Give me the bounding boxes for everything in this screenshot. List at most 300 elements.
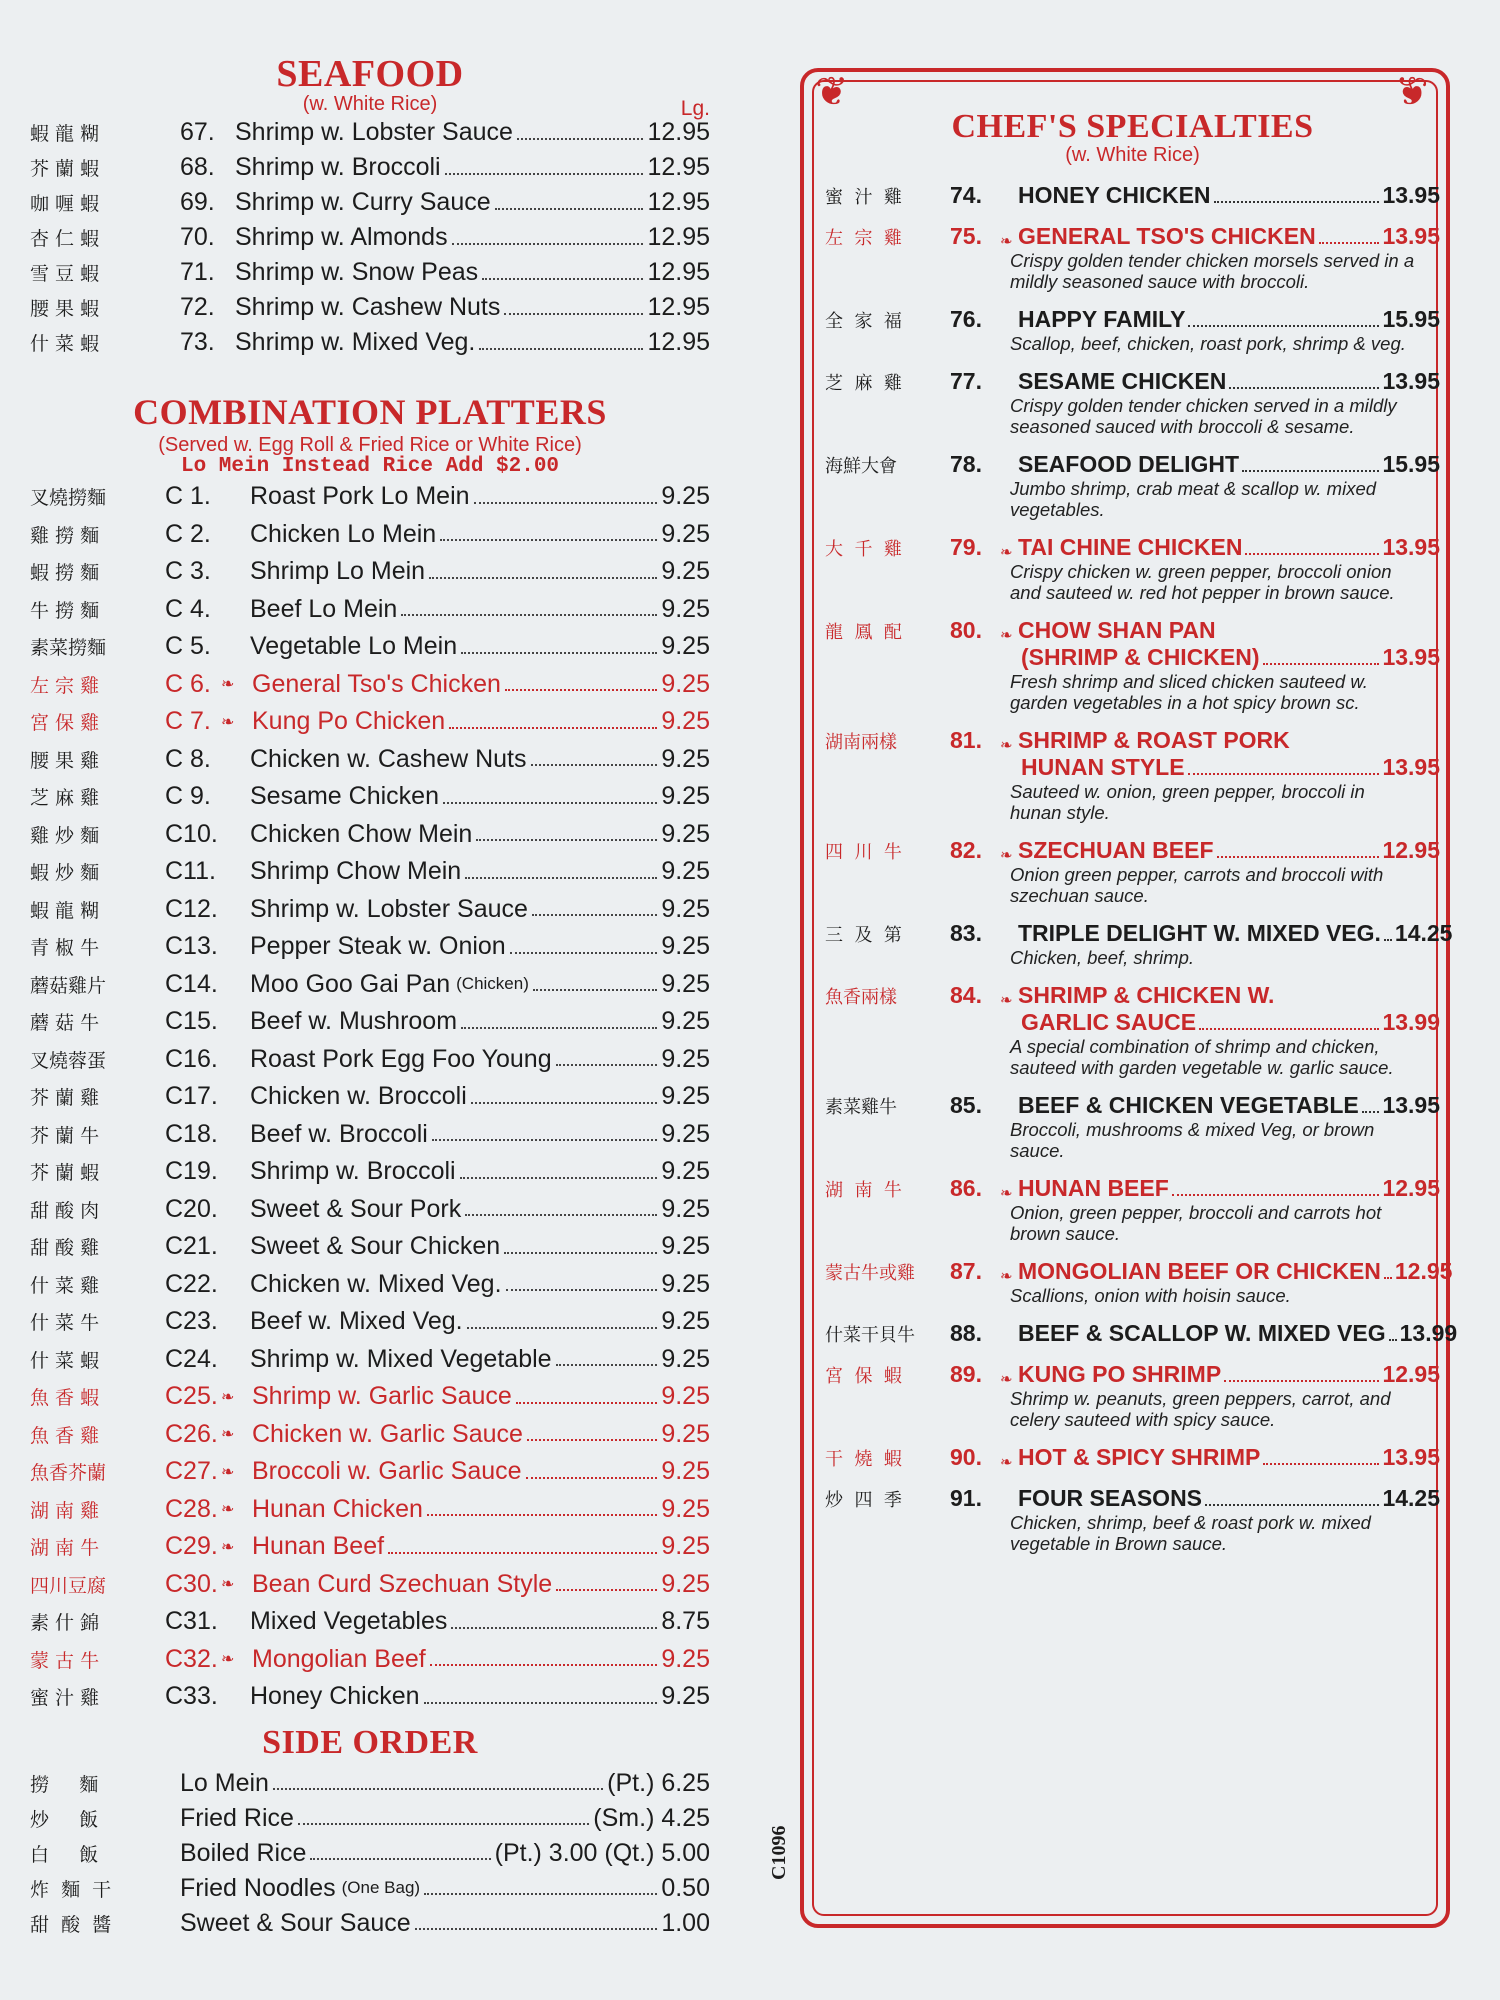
- dot-leader: [1172, 1194, 1380, 1196]
- item-price: 9.25: [661, 1044, 710, 1073]
- menu-item-row: [30, 220, 710, 255]
- chinese-name: 牛 撈 麵: [30, 599, 100, 622]
- item-price: 12.95: [1382, 1361, 1440, 1387]
- dot-leader: [516, 1402, 658, 1404]
- item-note: (Chicken): [456, 974, 529, 994]
- item-number: C 1.: [165, 482, 211, 511]
- item-name: Shrimp Chow Mein: [250, 857, 462, 886]
- item-price: 9.25: [661, 482, 710, 511]
- chef-item-head: [825, 1320, 1458, 1347]
- item-price: 12.95: [647, 293, 710, 321]
- combo-section: [30, 394, 710, 1716]
- item-name: Shrimp w. Lobster Sauce: [235, 118, 513, 146]
- seafood-section: [30, 55, 710, 360]
- item-number: 75.: [950, 223, 982, 249]
- chinese-name: 干 燒 蝦: [825, 1449, 902, 1470]
- item-number: 80.: [950, 617, 982, 643]
- menu-item-row: [30, 185, 710, 220]
- dot-leader: [556, 1364, 658, 1366]
- item-name: Shrimp w. Almonds: [235, 223, 448, 251]
- chef-item-line2: [825, 754, 1440, 781]
- item-price: 12.95: [647, 118, 710, 146]
- menu-item-row: [30, 290, 710, 325]
- hot-pepper-icon: ❧: [1000, 737, 1013, 754]
- menu-item-row: [30, 703, 710, 741]
- item-number: 87.: [950, 1258, 982, 1284]
- chinese-name: 芥 蘭 牛: [30, 1124, 100, 1147]
- item-name: Chicken Chow Mein: [250, 819, 473, 848]
- chinese-name: 四 川 牛: [825, 842, 902, 863]
- chef-item-head: [825, 306, 1440, 333]
- dot-leader: [532, 914, 657, 916]
- chinese-name: 大 千 雞: [825, 539, 902, 560]
- item-price: 9.25: [661, 1494, 710, 1523]
- chinese-name: 蒙古牛或雞: [825, 1263, 915, 1284]
- item-number: C 2.: [165, 519, 211, 548]
- item-description: Jumbo shrimp, crab meat & scallop w. mixed vegetables.: [1010, 478, 1377, 520]
- item-price: 12.95: [647, 223, 710, 251]
- item-number: C33.: [165, 1682, 218, 1711]
- menu-item-row: [30, 853, 710, 891]
- chef-item-head: [825, 727, 1440, 754]
- item-price: 9.25: [661, 782, 710, 811]
- item-price: 9.25: [661, 1269, 710, 1298]
- item-description: Crispy golden tender chicken served in a mildly seasoned sauced with broccoli & sesame.: [1010, 395, 1397, 437]
- item-price: 13.95: [1382, 534, 1440, 560]
- menu-item-row: [30, 1566, 710, 1604]
- item-name: Sweet & Sour Sauce: [180, 1908, 411, 1937]
- chinese-name: 素 什 錦: [30, 1612, 100, 1635]
- menu-item-row: [30, 666, 710, 704]
- chinese-name: 叉燒撈麵: [30, 487, 107, 510]
- menu-item-row: [30, 1603, 710, 1641]
- dot-leader: [430, 1664, 658, 1666]
- item-name: GENERAL TSO'S CHICKEN: [1018, 223, 1316, 249]
- item-number: 73.: [180, 328, 215, 356]
- item-name: SHRIMP & CHICKEN W.: [1018, 982, 1275, 1008]
- chinese-name: 杏 仁 蝦: [30, 228, 100, 250]
- dot-leader: [401, 614, 657, 616]
- chinese-name: 龍 鳳 配: [825, 622, 902, 643]
- item-name: Bean Curd Szechuan Style: [252, 1569, 553, 1598]
- hot-pepper-icon: ❧: [221, 1426, 235, 1444]
- combo-title: COMBINATION PLATTERS: [133, 392, 607, 432]
- dot-leader: [1229, 387, 1379, 389]
- menu-item-row: [30, 1116, 710, 1154]
- chinese-name: 雞 撈 麵: [30, 524, 100, 547]
- hot-pepper-icon: ❧: [1000, 627, 1013, 644]
- item-name: Sesame Chicken: [250, 782, 439, 811]
- menu-item-row: [30, 966, 710, 1004]
- item-name: Chicken w. Broccoli: [250, 1082, 467, 1111]
- chef-item: [825, 1361, 1440, 1430]
- item-price: 12.95: [1382, 1175, 1440, 1201]
- menu-item-row: [30, 516, 710, 554]
- item-name: TRIPLE DELIGHT W. MIXED VEG.: [1018, 920, 1381, 946]
- item-price: 9.25: [661, 744, 710, 773]
- chef-item: [825, 182, 1440, 209]
- chinese-name: 白 飯: [30, 1843, 99, 1866]
- item-number: C23.: [165, 1307, 218, 1336]
- chinese-name: 全 家 福: [825, 311, 902, 332]
- menu-item-row: [30, 778, 710, 816]
- menu-item-row: [30, 478, 710, 516]
- item-name-continued: HUNAN STYLE: [1021, 754, 1185, 780]
- item-number: C14.: [165, 969, 218, 998]
- item-price: 9.25: [661, 707, 710, 736]
- item-name: Pepper Steak w. Onion: [250, 932, 506, 961]
- item-description: Scallop, beef, chicken, roast pork, shrimp & veg.: [1010, 333, 1406, 354]
- item-price: (Pt.) 3.00 (Qt.) 5.00: [494, 1838, 710, 1867]
- dot-leader: [465, 877, 657, 879]
- dot-leader: [526, 1477, 658, 1479]
- item-number: 81.: [950, 727, 982, 753]
- chinese-name: 什 菜 蝦: [30, 333, 100, 355]
- chef-item: [825, 223, 1440, 292]
- item-name: Shrimp w. Curry Sauce: [235, 188, 491, 216]
- item-number: 69.: [180, 188, 215, 216]
- menu-item-row: [30, 1303, 710, 1341]
- dot-leader: [424, 1702, 658, 1704]
- item-price: 13.95: [1382, 182, 1440, 208]
- hot-pepper-icon: ❧: [221, 1651, 235, 1669]
- menu-item-row: [30, 1041, 710, 1079]
- chef-item: [825, 1258, 1453, 1306]
- chinese-name: 湖 南 牛: [825, 1180, 902, 1201]
- item-name: Moo Goo Gai Pan: [250, 969, 451, 998]
- item-name: Vegetable Lo Mein: [250, 632, 458, 661]
- item-price: 9.25: [661, 557, 710, 586]
- dot-leader: [424, 1893, 657, 1895]
- chinese-name: 撈 麵: [30, 1773, 99, 1796]
- item-name: Roast Pork Lo Mein: [250, 482, 470, 511]
- chinese-name: 炒 四 季: [825, 1490, 902, 1511]
- dot-leader: [517, 138, 644, 140]
- leaf-ornament-icon: ❦: [815, 70, 849, 114]
- item-number: C28.: [165, 1494, 218, 1523]
- combo-subtitle: (Served w. Egg Roll & Fried Rice or White Rice): [158, 434, 582, 456]
- chinese-name: 芝 麻 雞: [30, 787, 100, 810]
- item-name: Shrimp w. Broccoli: [250, 1157, 456, 1186]
- chef-item-head: [825, 368, 1440, 395]
- chinese-name: 三 及 第: [825, 925, 902, 946]
- item-price: 15.95: [1382, 306, 1440, 332]
- chef-item: [825, 1175, 1440, 1244]
- item-description: Fresh shrimp and sliced chicken sauteed w. garden vegetables in a hot spicy brown sc.: [1010, 671, 1368, 713]
- chinese-name: 左 宗 雞: [30, 674, 100, 697]
- item-number: 68.: [180, 153, 215, 181]
- item-number: 78.: [950, 451, 982, 477]
- item-name: Chicken w. Garlic Sauce: [252, 1419, 523, 1448]
- item-name: Beef Lo Mein: [250, 594, 398, 623]
- combo-note: Lo Mein Instead Rice Add $2.00: [180, 455, 560, 478]
- hot-pepper-icon: ❧: [1000, 1185, 1013, 1202]
- hot-pepper-icon: ❧: [1000, 992, 1013, 1009]
- chef-item: [825, 1320, 1458, 1347]
- item-number: 83.: [950, 920, 982, 946]
- item-number: C32.: [165, 1644, 218, 1673]
- item-description: Onion, green pepper, broccoli and carrots hot brown sauce.: [1010, 1202, 1382, 1244]
- chinese-name: 什 菜 雞: [30, 1274, 100, 1297]
- menu-item-row: [30, 1153, 710, 1191]
- hot-pepper-icon: ❧: [1000, 1454, 1013, 1471]
- item-price: 1.00: [661, 1908, 710, 1937]
- chinese-name: 魚香芥蘭: [30, 1462, 107, 1485]
- item-price: 9.25: [661, 1082, 710, 1111]
- item-description: Broccoli, mushrooms & mixed Veg, or brown sauce.: [1010, 1119, 1375, 1161]
- chef-item-head: [825, 451, 1440, 478]
- item-price: 9.25: [661, 1307, 710, 1336]
- item-price: 14.25: [1394, 920, 1453, 946]
- item-number: C 5.: [165, 632, 211, 661]
- chinese-name: 炸 麵 干: [30, 1878, 112, 1901]
- item-name: MONGOLIAN BEEF OR CHICKEN: [1018, 1258, 1381, 1284]
- dot-leader: [432, 1139, 657, 1141]
- side-item-row: [30, 1871, 710, 1906]
- menu-item-row: [30, 591, 710, 629]
- dot-leader: [1263, 1463, 1379, 1465]
- item-number: 74.: [950, 182, 982, 208]
- item-price: 9.25: [661, 819, 710, 848]
- item-price: 8.75: [661, 1607, 710, 1636]
- dot-leader: [531, 764, 658, 766]
- menu-item-row: [30, 816, 710, 854]
- item-number: C12.: [165, 894, 218, 923]
- item-price: 9.25: [661, 1457, 710, 1486]
- dot-leader: [1362, 1111, 1380, 1113]
- item-number: C19.: [165, 1157, 218, 1186]
- menu-item-row: [30, 1266, 710, 1304]
- chef-item: [825, 451, 1440, 520]
- item-price: 9.25: [661, 1532, 710, 1561]
- item-price: 9.25: [661, 1194, 710, 1223]
- chef-item: [825, 920, 1453, 968]
- dot-leader: [1389, 1339, 1397, 1341]
- item-name: Mongolian Beef: [252, 1644, 426, 1673]
- item-description: Scallions, onion with hoisin sauce.: [1010, 1285, 1291, 1306]
- item-price: 9.25: [661, 1569, 710, 1598]
- chinese-name: 左 宗 雞: [825, 228, 902, 249]
- dot-leader: [1217, 856, 1380, 858]
- item-number: C16.: [165, 1044, 218, 1073]
- item-price: 9.25: [661, 1682, 710, 1711]
- item-description: Crispy golden tender chicken morsels served in a mildly seasoned sauce with broccoli.: [1010, 250, 1415, 292]
- side-list: [30, 1766, 710, 1941]
- chinese-name: 雞 炒 麵: [30, 824, 100, 847]
- hot-pepper-icon: ❧: [1000, 233, 1013, 250]
- item-name-continued: GARLIC SAUCE: [1021, 1009, 1197, 1035]
- item-name: Kung Po Chicken: [252, 707, 446, 736]
- item-number: C22.: [165, 1269, 218, 1298]
- item-name: SEAFOOD DELIGHT: [1018, 451, 1240, 477]
- item-name: Broccoli w. Garlic Sauce: [252, 1457, 522, 1486]
- item-number: C31.: [165, 1607, 218, 1636]
- chinese-name: 湖南兩樣: [825, 732, 897, 753]
- item-price: 12.95: [647, 258, 710, 286]
- side-item-row: [30, 1801, 710, 1836]
- chef-item: [825, 1485, 1440, 1554]
- chef-item-head: [825, 982, 1440, 1009]
- item-price: 9.25: [661, 894, 710, 923]
- dot-leader: [415, 1928, 658, 1930]
- chef-item: [825, 306, 1440, 354]
- item-number: C27.: [165, 1457, 218, 1486]
- item-price: (Sm.) 4.25: [593, 1803, 710, 1832]
- item-price: (Pt.) 6.25: [607, 1768, 710, 1797]
- menu-item-row: [30, 891, 710, 929]
- dot-leader: [527, 1439, 657, 1441]
- dot-leader: [445, 173, 644, 175]
- chef-item: [825, 1092, 1440, 1161]
- item-name: HONEY CHICKEN: [1018, 182, 1211, 208]
- chef-item: [825, 837, 1440, 906]
- chef-item-head: [825, 617, 1440, 644]
- hot-pepper-icon: ❧: [221, 1463, 235, 1481]
- combo-list: [30, 478, 710, 1716]
- dot-leader: [495, 208, 644, 210]
- dot-leader: [474, 502, 658, 504]
- item-name: Sweet & Sour Chicken: [250, 1232, 501, 1261]
- item-name: Shrimp w. Garlic Sauce: [252, 1382, 512, 1411]
- item-name: CHOW SHAN PAN: [1018, 617, 1216, 643]
- side-item-row: [30, 1836, 710, 1871]
- item-name: SESAME CHICKEN: [1018, 368, 1227, 394]
- item-note: (One Bag): [341, 1878, 421, 1897]
- item-number: 90.: [950, 1444, 982, 1470]
- hot-pepper-icon: ❧: [221, 1576, 235, 1594]
- item-number: C 8.: [165, 744, 211, 773]
- chef-subtitle: (w. White Rice): [1065, 144, 1200, 166]
- dot-leader: [1214, 201, 1380, 203]
- item-description: Crispy chicken w. green pepper, broccoli onion and sauteed w. red hot pepper in brown sauce.: [1010, 561, 1395, 603]
- chinese-name: 蝦 龍 糊: [30, 899, 100, 922]
- item-number: 84.: [950, 982, 982, 1008]
- item-number: 85.: [950, 1092, 982, 1118]
- chef-item-head: [825, 534, 1440, 561]
- chef-item-head: [825, 837, 1440, 864]
- chinese-name: 蘑菇雞片: [30, 974, 107, 997]
- item-price: 9.25: [661, 1232, 710, 1261]
- menu-item-row: [30, 553, 710, 591]
- menu-item-row: [30, 1191, 710, 1229]
- item-number: C30.: [165, 1569, 218, 1598]
- menu-item-row: [30, 1378, 710, 1416]
- dot-leader: [440, 539, 657, 541]
- chinese-name: 腰 果 蝦: [30, 298, 100, 320]
- item-price: 14.25: [1382, 1485, 1440, 1511]
- menu-item-row: [30, 1453, 710, 1491]
- item-description: Onion green pepper, carrots and broccoli with szechuan sauce.: [1010, 864, 1384, 906]
- item-number: C 4.: [165, 594, 211, 623]
- item-description: Shrimp w. peanuts, green peppers, carrot, and celery sauteed with spicy sauce.: [1010, 1388, 1391, 1430]
- item-number: C18.: [165, 1119, 218, 1148]
- dot-leader: [460, 1177, 658, 1179]
- item-price: 9.25: [661, 669, 710, 698]
- item-name: Chicken w. Mixed Veg.: [250, 1269, 502, 1298]
- item-number: C 9.: [165, 782, 211, 811]
- item-price: 15.95: [1382, 451, 1440, 477]
- item-name: Roast Pork Egg Foo Young: [250, 1044, 552, 1073]
- chinese-name: 湖 南 雞: [30, 1499, 100, 1522]
- seafood-title: SEAFOOD: [276, 53, 464, 95]
- chef-title: CHEF'S SPECIALTIES: [951, 108, 1314, 145]
- menu-item-row: [30, 115, 710, 150]
- side-section: [30, 1723, 710, 1941]
- chinese-name: 蝦 炒 麵: [30, 862, 100, 885]
- chinese-name: 素菜雞牛: [825, 1097, 897, 1118]
- menu-item-row: [30, 1641, 710, 1679]
- chinese-name: 魚香兩樣: [825, 987, 897, 1008]
- dot-leader: [1205, 1504, 1379, 1506]
- dot-leader: [482, 278, 643, 280]
- dot-leader: [1245, 553, 1379, 555]
- chef-item: [825, 617, 1440, 713]
- menu-item-row: [30, 1416, 710, 1454]
- chinese-name: 什 菜 蝦: [30, 1349, 100, 1372]
- item-name: HUNAN BEEF: [1018, 1175, 1169, 1201]
- item-name: Fried Noodles: [180, 1873, 336, 1902]
- chef-item-head: [825, 1092, 1440, 1119]
- dot-leader: [506, 1289, 658, 1291]
- item-price: 12.95: [1394, 1258, 1453, 1284]
- dot-leader: [504, 1252, 657, 1254]
- item-name: FOUR SEASONS: [1018, 1485, 1203, 1511]
- chinese-name: 炒 飯: [30, 1808, 99, 1831]
- item-number: C17.: [165, 1082, 218, 1111]
- dot-leader: [1384, 939, 1392, 941]
- item-price: 9.25: [661, 1382, 710, 1411]
- item-name: Shrimp w. Mixed Veg.: [235, 328, 476, 356]
- menu-code: C1096: [768, 1825, 790, 1880]
- item-name: Boiled Rice: [180, 1838, 307, 1867]
- dot-leader: [452, 243, 644, 245]
- chinese-name: 素菜撈麵: [30, 637, 107, 660]
- menu-item-row: [30, 255, 710, 290]
- chinese-name: 魚 香 蝦: [30, 1387, 100, 1410]
- item-number: C26.: [165, 1419, 218, 1448]
- item-number: C 7.: [165, 707, 211, 736]
- chef-item-head: [825, 1258, 1453, 1285]
- item-name: TAI CHINE CHICKEN: [1018, 534, 1243, 560]
- hot-pepper-icon: ❧: [221, 713, 235, 731]
- item-number: 77.: [950, 368, 982, 394]
- chinese-name: 什 菜 牛: [30, 1312, 100, 1335]
- chinese-name: 甜 酸 雞: [30, 1237, 100, 1260]
- menu-item-row: [30, 741, 710, 779]
- item-name: Beef w. Mushroom: [250, 1007, 458, 1036]
- item-name: Honey Chicken: [250, 1682, 420, 1711]
- menu-item-row: [30, 1491, 710, 1529]
- item-price: 13.95: [1382, 223, 1440, 249]
- item-price: 13.95: [1382, 754, 1440, 780]
- item-description: A special combination of shrimp and chicken, sauteed with garden vegetable w. garlic sauce.: [1010, 1036, 1394, 1078]
- item-price: 9.25: [661, 1344, 710, 1373]
- item-price: 9.25: [661, 1157, 710, 1186]
- dot-leader: [1384, 1277, 1392, 1279]
- chinese-name: 什菜干貝牛: [825, 1325, 915, 1346]
- hot-pepper-icon: ❧: [1000, 1371, 1013, 1388]
- item-name: BEEF & CHICKEN VEGETABLE: [1018, 1092, 1359, 1118]
- item-name: Lo Mein: [180, 1768, 269, 1797]
- item-name: Shrimp w. Cashew Nuts: [235, 293, 501, 321]
- item-price: 12.95: [1382, 837, 1440, 863]
- item-number: C15.: [165, 1007, 218, 1036]
- item-name: Shrimp w. Mixed Vegetable: [250, 1344, 552, 1373]
- dot-leader: [1199, 1009, 1379, 1030]
- item-number: 70.: [180, 223, 215, 251]
- dot-leader: [461, 1027, 657, 1029]
- chef-item: [825, 727, 1440, 823]
